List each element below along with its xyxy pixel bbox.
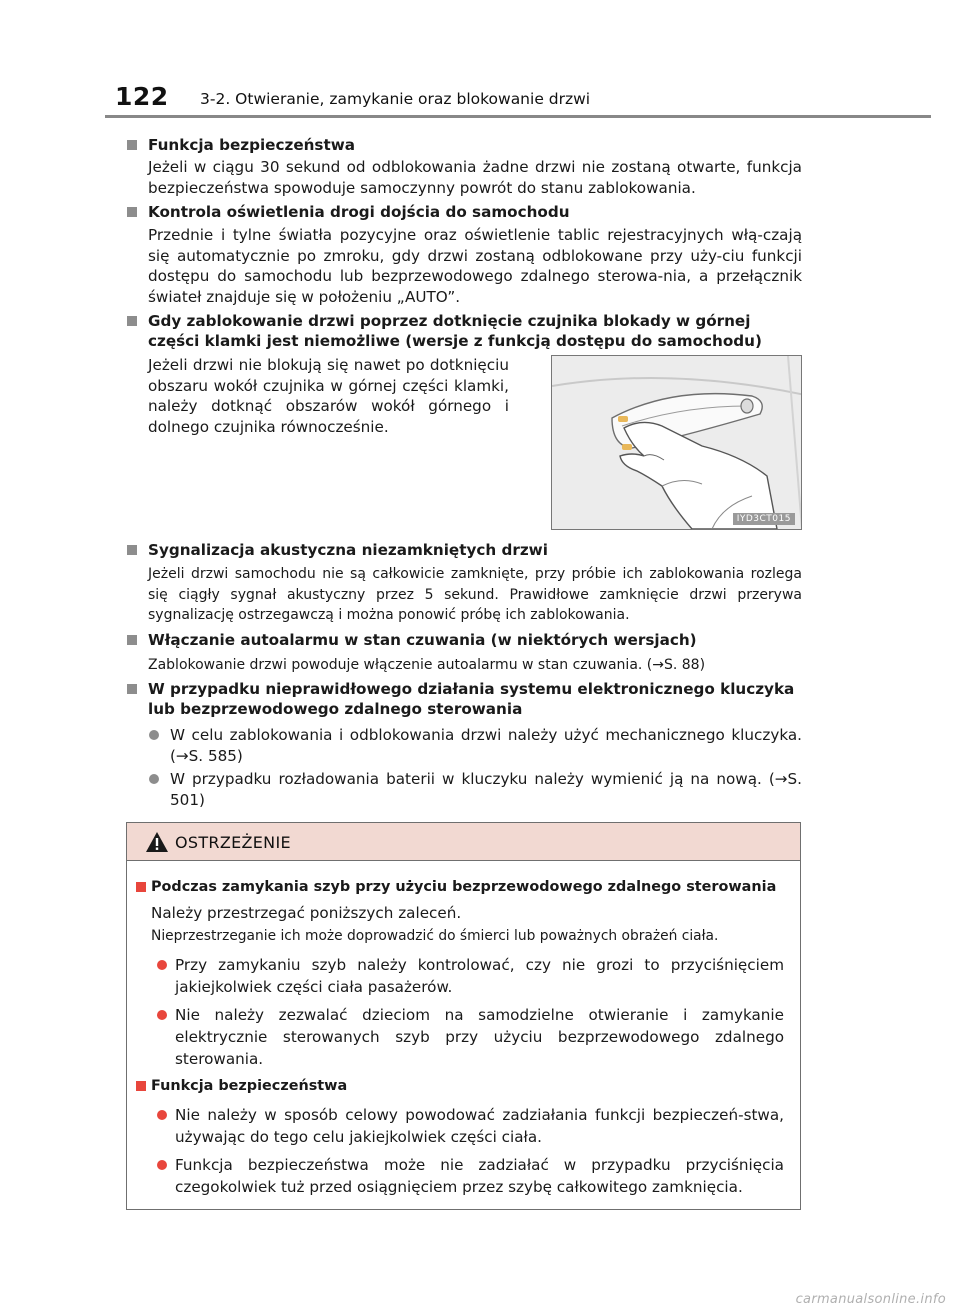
warning-box	[126, 822, 801, 1210]
section-body: Zablokowanie drzwi powoduje włączenie autoalarmu w stan czuwania. (→S. 88)	[148, 656, 706, 673]
warning-note: Nieprzestrzeganie ich może doprowadzić do śmierci lub poważnych obrażeń ciała.	[151, 928, 719, 944]
list-item	[126, 769, 802, 810]
warning-list-item	[133, 1154, 784, 1198]
section-title-text: Włączanie autoalarmu w stan czuwania (w niektórych wersjach)	[148, 630, 697, 649]
page-number: 122	[115, 82, 169, 111]
section-body: Jeżeli drzwi samochodu nie są całkowicie zamknięte, przy próbie ich zablokowania rozlega się ciągły sygnał akustyczny przez 5 sekund. Prawidłowe zamknięcie drzwi przerywa sygnalizację ostrzegawczą i można ponowić próbę ich zablokowania.	[148, 566, 802, 623]
round-bullet-icon	[149, 730, 159, 740]
warning-list-item	[133, 1004, 784, 1070]
door-handle-illustration	[551, 355, 802, 530]
warning-item-title-text: Funkcja bezpieczeństwa	[151, 1078, 348, 1094]
section-title-text: Sygnalizacja akustyczna niezamkniętych drzwi	[148, 541, 548, 559]
square-bullet-icon	[127, 140, 137, 150]
warning-list-item	[133, 1104, 784, 1148]
section-title	[126, 679, 802, 719]
square-bullet-icon	[127, 635, 137, 645]
round-bullet-icon	[157, 1110, 167, 1120]
list-item-text: W przypadku rozładowania baterii w kluczyku należy wymienić ją na nową. (→S. 501)	[170, 770, 802, 809]
warning-list-item-text: Nie należy w sposób celowy powodować zadziałania funkcji bezpieczeń-stwa, używając do tego celu jakiejkolwiek części ciała.	[175, 1106, 784, 1146]
warning-list-item-text: Funkcja bezpieczeństwa może nie zadziałać w przypadku przyciśnięcia czegokolwiek tuż przed osiągnięciem przez szybę całkowitego zamknięcia.	[175, 1156, 784, 1196]
section-title-text: Gdy zablokowanie drzwi poprzez dotknięcie czujnika blokady w górnej części klamki jest niemożliwe (wersje z funkcją dostępu do samochodu)	[148, 312, 762, 350]
square-bullet-icon	[127, 684, 137, 694]
warning-content	[127, 861, 800, 1198]
warning-list-item	[133, 954, 784, 998]
section-title	[126, 135, 802, 155]
section-title	[126, 540, 802, 560]
page-header	[0, 78, 930, 118]
warning-intro: Należy przestrzegać poniższych zaleceń.	[151, 904, 462, 922]
section-body: Jeżeli drzwi nie blokują się nawet po dotknięciu obszaru wokół czujnika w górnej części klamki, należy dotknąć obszarów wokół górnego i dolnego czujnika równocześnie.	[148, 356, 509, 436]
section-title	[126, 311, 802, 351]
chapter-title: 3-2. Otwieranie, zamykanie oraz blokowanie drzwi	[200, 90, 591, 108]
section-title	[126, 202, 802, 222]
round-bullet-icon	[149, 774, 159, 784]
round-bullet-icon	[157, 1160, 167, 1170]
section-body: Jeżeli w ciągu 30 sekund od odblokowania żadne drzwi nie zostaną otwarte, funkcja bezpieczeństwa spowoduje samoczynny powrót do stanu zablokowania.	[148, 158, 802, 197]
square-bullet-icon	[136, 882, 146, 892]
warning-item-title	[133, 1076, 784, 1096]
watermark: carmanualsonline.info	[795, 1292, 946, 1307]
square-bullet-icon	[127, 545, 137, 555]
main-content	[126, 132, 802, 810]
warning-header	[127, 823, 800, 861]
warning-item-title-text: Podczas zamykania szyb przy użyciu bezprzewodowego zdalnego sterowania	[151, 879, 777, 895]
header-divider	[105, 115, 931, 118]
warning-list-item-text: Przy zamykaniu szyb należy kontrolować, czy nie grozi to przyciśnięciem jakiejkolwiek części ciała pasażerów.	[175, 956, 784, 996]
list-item-text: W celu zablokowania i odblokowania drzwi należy użyć mechanicznego kluczyka. (→S. 585)	[170, 726, 802, 765]
square-bullet-icon	[127, 316, 137, 326]
warning-triangle-icon	[145, 831, 169, 853]
square-bullet-icon	[136, 1081, 146, 1091]
section-title-text: W przypadku nieprawidłowego działania systemu elektronicznego kluczyka lub bezprzewodowego zdalnego sterowania	[148, 680, 795, 718]
warning-list-item-text: Nie należy zezwalać dzieciom na samodzielne otwieranie i zamykanie elektrycznie sterowanych szyb przy użyciu bezprzewodowego zdalnego sterowania.	[175, 1006, 784, 1068]
illustration-code: IYD3CT015	[733, 513, 795, 525]
section-title-text: Funkcja bezpieczeństwa	[148, 136, 356, 154]
section-title	[126, 630, 802, 650]
section-title-text: Kontrola oświetlenia drogi dojścia do samochodu	[148, 203, 570, 221]
square-bullet-icon	[127, 207, 137, 217]
list-item	[126, 725, 802, 766]
warning-heading: OSTRZEŻENIE	[175, 833, 291, 852]
illustrated-section	[126, 355, 802, 530]
round-bullet-icon	[157, 1010, 167, 1020]
section-body: Przednie i tylne światła pozycyjne oraz oświetlenie tablic rejestracyjnych włą-czają się automatycznie po zmroku, gdy drzwi zostaną odblokowane przy uży-ciu funkcji dostępu do samochodu lub bezprzewodowego zdalnego sterowa-nia, a przełącznik świateł znajduje się w położeniu „AUTO”.	[148, 226, 802, 306]
round-bullet-icon	[157, 960, 167, 970]
warning-item-title	[133, 877, 784, 897]
hand-touching-door-handle-icon	[552, 356, 802, 529]
